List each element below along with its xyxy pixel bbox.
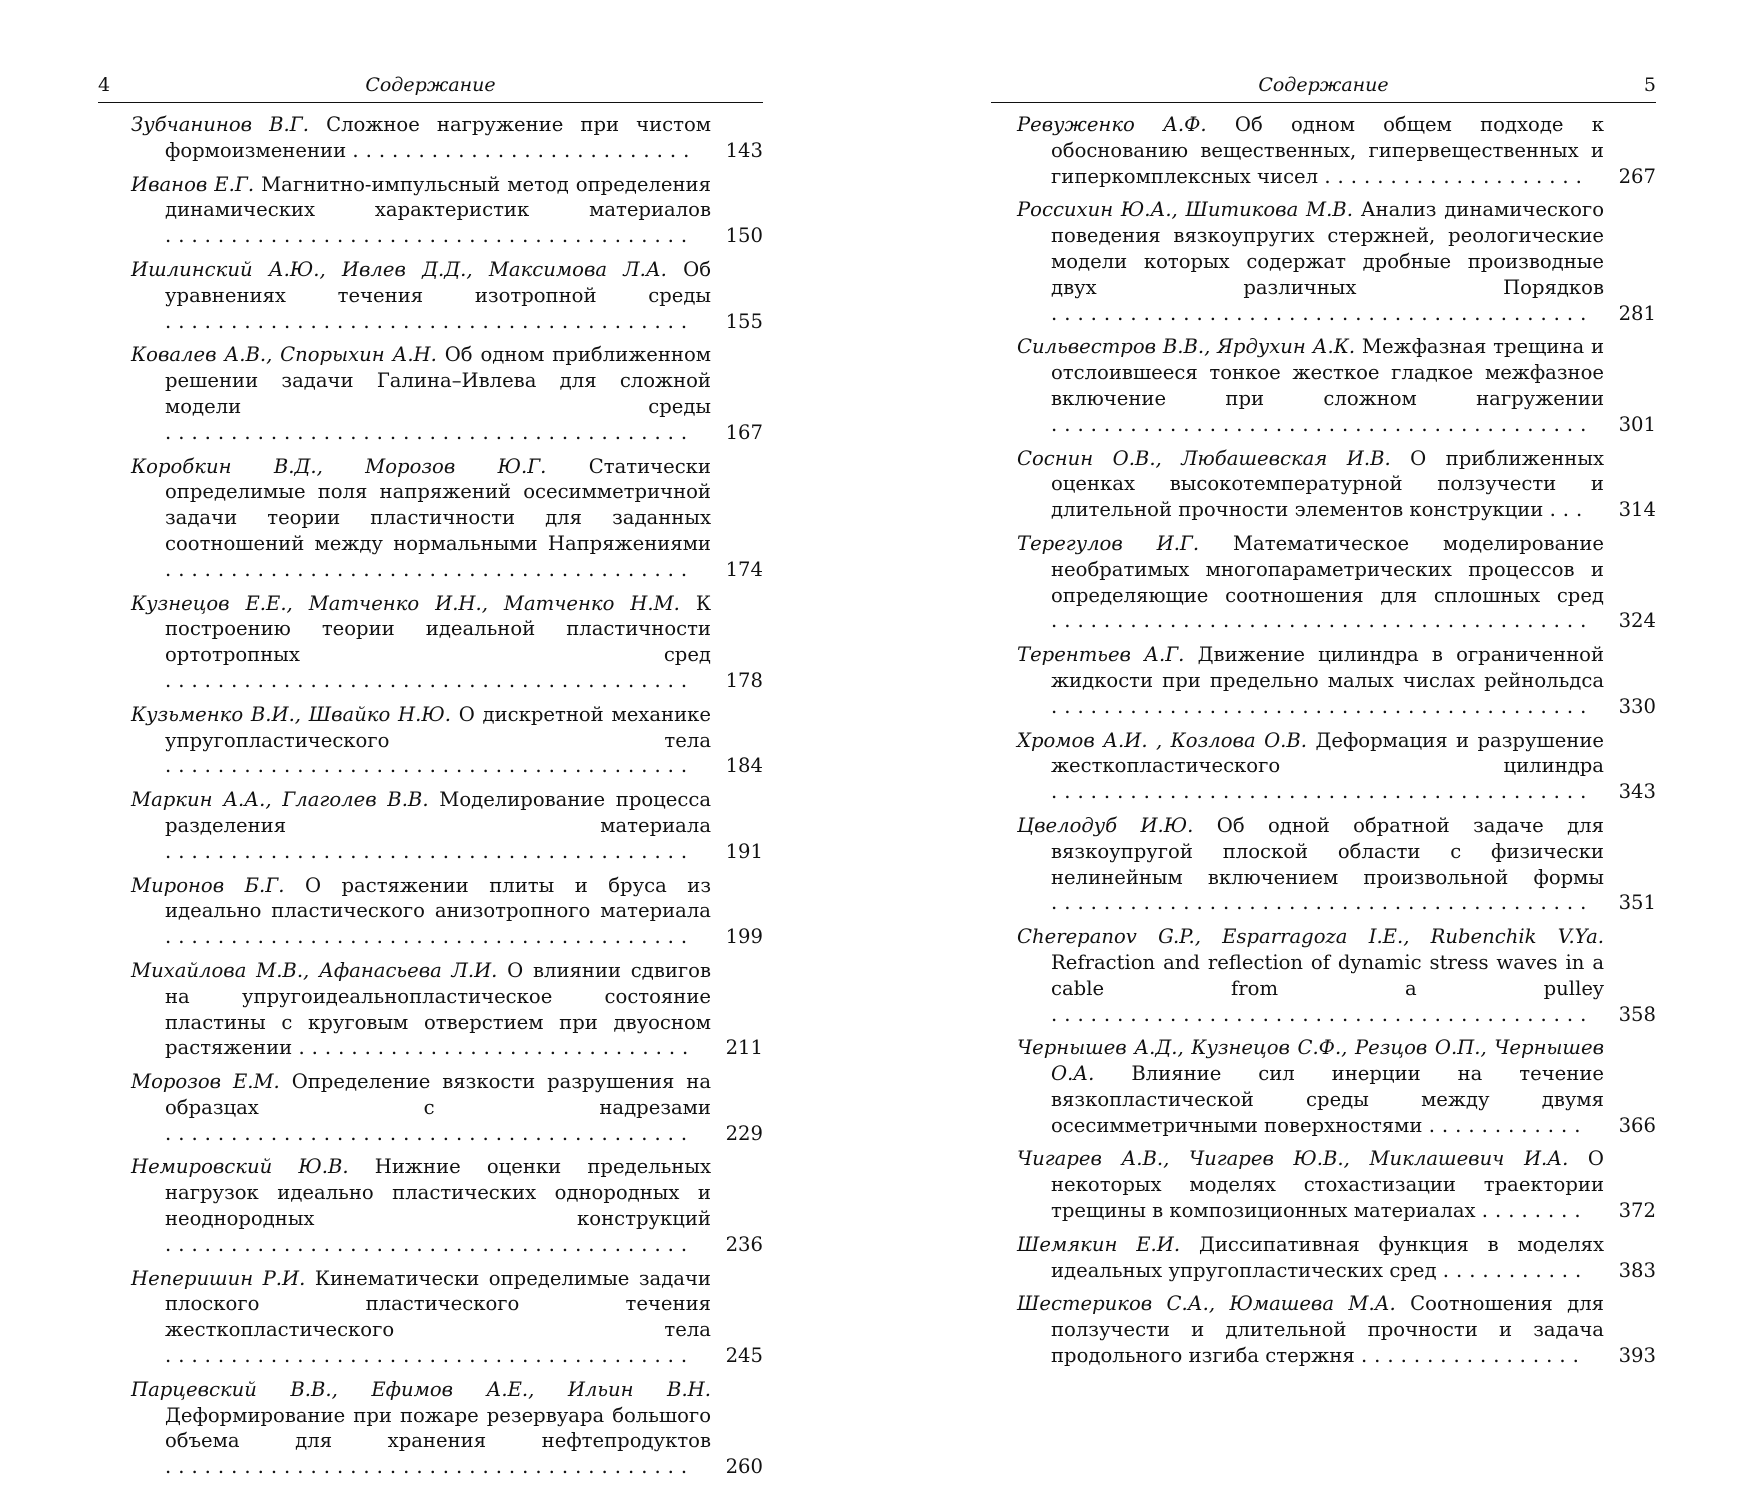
toc-entry-authors: Кузнецов Е.Е., Матченко И.Н., Матченко Н.М.: [131, 591, 680, 615]
leader-dots: ........................................: [165, 1232, 695, 1256]
toc-entry-authors: Зубчанинов В.Г.: [131, 113, 309, 136]
toc-entry-title: О влиянии сдвигов на упругоидеальнопластическое состояние пластины с круговым отверстием при двуосном растяжении: [165, 958, 712, 1060]
toc-entry-page: 330: [1618, 694, 1656, 718]
leader-dots: .........................................: [1051, 694, 1594, 718]
toc-entry-page: 229: [725, 1121, 763, 1145]
toc-entry: [131, 1069, 763, 1146]
toc-entry-title: Об одном общем подходе к обоснованию вещественных, гипервещественных и гиперкомплексных чисел: [1051, 113, 1604, 188]
toc-entry-title: Нижние оценки предельных нагрузок идеально пластических однородных и неоднородных конструкций: [165, 1155, 712, 1231]
toc-entry-authors: Немировский Ю.В.: [131, 1155, 349, 1179]
toc-entry-authors: Соснин О.В., Любашевская И.В.: [1017, 446, 1391, 470]
toc-entry-page: 245: [725, 1344, 763, 1368]
toc-entry-page: 211: [725, 1036, 763, 1060]
page-number: 4: [98, 74, 111, 96]
running-head: Содержание: [1258, 74, 1389, 96]
toc-entry-page: 184: [725, 754, 763, 778]
toc-entry-authors: Цвелодуб И.Ю.: [1017, 813, 1194, 837]
toc-entry: [131, 873, 763, 950]
toc-entry: [1017, 1291, 1656, 1368]
toc-entry-authors: Шестериков С.А., Юмашева М.А.: [1017, 1292, 1396, 1316]
toc-entry-page: 199: [725, 925, 763, 949]
toc-entry-title: Математическое моделирование необратимых многопараметрических процессов и определяющие соотношения для сплошных сред: [1051, 531, 1604, 607]
toc-entry-page: 267: [1618, 164, 1656, 188]
leader-dots: ........................................: [165, 925, 695, 949]
toc-entry-authors: Иванов Е.Г.: [131, 172, 255, 196]
toc-entry-authors: Михайлова М.В., Афанасьева Л.И.: [131, 958, 498, 982]
leader-dots: ........................................: [165, 1455, 695, 1479]
toc-entry: [1017, 334, 1656, 437]
toc-entry-title: Сложное нагружение при чистом формоизменении: [165, 113, 712, 162]
toc-entry: [131, 112, 763, 164]
leader-dots: ........................................: [165, 668, 695, 692]
leader-dots: ........................................: [165, 224, 695, 248]
toc-entry-title: Влияние сил инерции на течение вязкопластической среды между двумя осесимметричными поверхностями: [1051, 1062, 1604, 1137]
toc-entry-page: 393: [1618, 1344, 1656, 1368]
leader-dots: .........................................: [1051, 609, 1594, 633]
toc-entry-title: Соотношения для ползучести и длительной прочности и задача продольного изгиба стержня: [1051, 1292, 1605, 1368]
toc-entry-page: 358: [1618, 1002, 1656, 1026]
toc-entry-title: Диссипативная функция в моделях идеальных упругопластических сред: [1051, 1232, 1604, 1282]
toc-entry-title: Об уравнениях течения изотропной среды: [165, 257, 712, 307]
toc-entry-title: О некоторых моделях стохастизации траектории трещины в композиционных материалах: [1051, 1147, 1604, 1223]
toc-entry-page: 191: [725, 839, 763, 863]
toc-entry-page: 372: [1618, 1199, 1656, 1223]
toc-entry: [131, 454, 763, 583]
toc-entry-page: 301: [1618, 412, 1656, 436]
toc-entry-title: Кинематически определимые задачи плоского пластического течения жесткопластического тела: [165, 1266, 711, 1342]
toc-entry: [1017, 924, 1656, 1027]
toc-entry-title: Анализ динамического поведения вязкоупругих стержней, реологические модели которых содержат дробные производные двух различных Порядков: [1051, 198, 1604, 299]
toc-entry-authors: Россихин Ю.А., Шитикова М.В.: [1017, 198, 1353, 222]
left-page: [98, 68, 763, 1488]
right-page-header: [991, 68, 1656, 103]
leader-dots: ........................................: [165, 420, 695, 444]
toc-entry-title: Статически определимые поля напряжений осесимметричной задачи теории пластичности для заданных соотношений между нормальными Напряжениями: [165, 454, 711, 555]
leader-dots: ........................................: [165, 754, 695, 778]
toc-entry: [1017, 112, 1656, 189]
toc-entry-title: О растяжении плиты и бруса из идеально пластического анизотропного материала: [165, 873, 711, 923]
toc-entry-page: 351: [1618, 891, 1656, 915]
leader-dots: ........................................: [165, 309, 695, 333]
toc-entry: [1017, 728, 1656, 805]
toc-entry: [131, 591, 763, 694]
leader-dots: ...: [1549, 498, 1590, 522]
toc-entry-authors: Миронов Б.Г.: [131, 873, 285, 897]
page-number: 5: [1643, 74, 1656, 96]
toc-entry-authors: Ревуженко А.Ф.: [1017, 113, 1207, 136]
toc-entry: [1017, 531, 1656, 634]
toc-entry-page: 343: [1618, 780, 1656, 804]
toc-entry: [131, 257, 763, 334]
running-head: Содержание: [365, 74, 496, 96]
toc-entry: [1017, 446, 1656, 523]
toc-entry: [131, 1266, 763, 1369]
toc-entry-title: Магнитно-импульсный метод определения динамических характеристик материалов: [165, 172, 711, 222]
toc-entry: [1017, 813, 1656, 916]
toc-entry-title: О дискретной механике упругопластического тела: [165, 702, 711, 752]
toc-entry-authors: Ковалев А.В., Спорыхин А.Н.: [131, 343, 437, 367]
leader-dots: ........: [1481, 1199, 1588, 1223]
toc-entry-title: Определение вязкости разрушения на образцах с надрезами: [165, 1070, 712, 1119]
toc-entry-title: Межфазная трещина и отслоившееся тонкое жесткое гладкое межфазное включение при сложном нагружении: [1051, 335, 1605, 410]
leader-dots: ............: [1428, 1113, 1588, 1137]
toc-entry: [131, 342, 763, 445]
toc-entry: [131, 958, 763, 1061]
toc-entry-authors: Терентьев А.Г.: [1017, 643, 1185, 667]
leader-dots: ..........................: [352, 138, 697, 162]
toc-entry-authors: Чернышев А.Д., Кузнецов С.Ф., Резцов О.П., Чернышев О.А.: [1017, 1036, 1604, 1086]
toc-entry-authors: Чигарев А.В., Чигарев Ю.В., Миклашевич И.А.: [1017, 1147, 1569, 1171]
right-page: [991, 68, 1656, 1377]
toc-entry-authors: Сильвестров В.В., Ярдухин А.К.: [1017, 335, 1356, 359]
toc-entry: [1017, 642, 1656, 719]
toc-entry: [131, 1154, 763, 1257]
leader-dots: ........................................: [165, 1121, 695, 1145]
leader-dots: .........................................: [1051, 412, 1594, 436]
toc-entry: [1017, 1232, 1656, 1284]
toc-entry: [131, 702, 763, 779]
leader-dots: .........................................: [1051, 891, 1594, 915]
toc-entry-authors: Неперишин Р.И.: [131, 1266, 306, 1290]
toc-entry-page: 366: [1618, 1113, 1656, 1137]
toc-entry: [1017, 197, 1656, 326]
toc-entry-authors: Кузьменко В.И., Швайко Н.Ю.: [131, 702, 451, 726]
toc-entry-page: 155: [725, 309, 763, 333]
toc-entry-page: 167: [725, 420, 763, 444]
toc-entry-authors: Шемякин Е.И.: [1017, 1232, 1181, 1256]
toc-list: [991, 103, 1656, 1369]
leader-dots: .........................................: [1051, 1002, 1594, 1026]
toc-entry-authors: Маркин А.А., Глаголев В.В.: [131, 788, 429, 812]
toc-entry: [131, 787, 763, 864]
toc-entry-page: 260: [725, 1455, 763, 1479]
left-page-header: [98, 68, 763, 103]
leader-dots: ........................................: [165, 557, 695, 581]
toc-entry-page: 143: [725, 138, 763, 162]
leader-dots: .........................................: [1051, 301, 1594, 325]
toc-entry-authors: Cherepanov G.P., Esparragoza I.E., Rubenchik V.Ya.: [1017, 925, 1604, 949]
toc-entry-title: Движение цилиндра в ограниченной жидкости при предельно малых числах рейнольдса: [1051, 643, 1605, 692]
toc-entry: [1017, 1146, 1656, 1223]
toc-entry: [1017, 1035, 1656, 1138]
toc-entry-page: 178: [725, 668, 763, 692]
toc-entry: [131, 1377, 763, 1480]
toc-entry-authors: Ишлинский А.Ю., Ивлев Д.Д., Максимова Л.А.: [131, 257, 667, 281]
leader-dots: ..............................: [298, 1036, 696, 1060]
toc-entry-authors: Хромов А.И. , Козлова О.В.: [1017, 728, 1307, 752]
toc-entry-title: Деформирование при пожаре резервуара большого объема для хранения нефтепродуктов: [165, 1403, 711, 1453]
toc-entry-authors: Коробкин В.Д., Морозов Ю.Г.: [131, 454, 547, 478]
toc-entry-title: Refraction and reflection of dynamic stress waves in a cable from a pulley: [1051, 950, 1604, 1000]
toc-entry-title: Деформация и разрушение жесткопластического цилиндра: [1051, 728, 1605, 778]
toc-entry-page: 150: [725, 224, 763, 248]
toc-entry-title: О приближенных оценках высокотемпературной ползучести и длительной прочности элементов конструкции: [1051, 446, 1604, 522]
toc-entry-page: 383: [1618, 1258, 1656, 1282]
toc-entry-authors: Парцевский В.В., Ефимов А.Е., Ильин В.Н.: [131, 1377, 711, 1401]
toc-entry: [131, 172, 763, 249]
toc-entry-page: 314: [1618, 498, 1656, 522]
toc-list: [98, 103, 763, 1480]
toc-entry-page: 174: [725, 557, 763, 581]
toc-entry-title: Об одном приближенном решении задачи Галина–Ивлева для сложной модели среды: [165, 343, 711, 418]
toc-entry-page: 281: [1618, 301, 1656, 325]
toc-entry-title: Об одной обратной задаче для вязкоупругой плоской области с физически нелинейным включением произвольной формы: [1051, 813, 1604, 889]
toc-entry-authors: Морозов Е.М.: [131, 1070, 280, 1094]
leader-dots: ....................: [1324, 164, 1589, 188]
toc-entry-title: К построению теории идеальной пластичности ортотропных сред: [165, 591, 712, 667]
toc-entry-page: 236: [725, 1232, 763, 1256]
leader-dots: .........................................: [1051, 780, 1594, 804]
leader-dots: ........................................: [165, 839, 695, 863]
leader-dots: ........................................: [165, 1344, 695, 1368]
leader-dots: ...........: [1442, 1258, 1589, 1282]
toc-entry-authors: Терегулов И.Г.: [1017, 531, 1200, 555]
toc-entry-title: Моделирование процесса разделения материала: [165, 788, 712, 837]
toc-entry-page: 324: [1618, 609, 1656, 633]
leader-dots: .................: [1360, 1344, 1586, 1368]
